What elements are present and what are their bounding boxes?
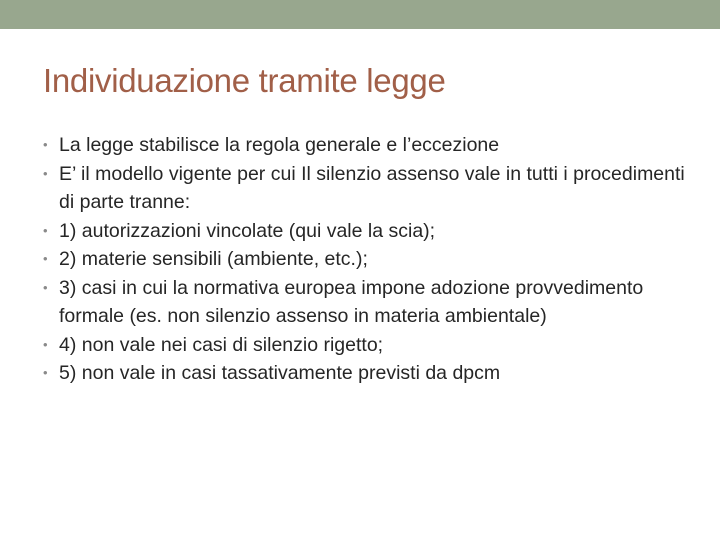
bullet-marker: • bbox=[43, 279, 48, 295]
bullet-text: E’ il modello vigente per cui Il silenzio assenso vale in tutti i procedimenti di parte tranne: bbox=[59, 162, 685, 213]
bullet-item bbox=[43, 217, 693, 246]
top-color-band bbox=[0, 0, 720, 29]
bullet-text: 3) casi in cui la normativa europea impone adozione provvedimento formale (es. non silenzio assenso in materia ambientale) bbox=[59, 276, 644, 327]
bullet-item bbox=[43, 359, 693, 388]
bullet-marker: • bbox=[43, 137, 48, 152]
bullet-text: La legge stabilisce la regola generale e l’eccezione bbox=[59, 134, 500, 156]
bullet-text: 1) autorizzazioni vincolate (qui vale la scia); bbox=[59, 219, 436, 242]
bullet-marker: • bbox=[43, 165, 48, 181]
bullet-item bbox=[43, 274, 693, 331]
bullet-item bbox=[43, 245, 693, 274]
bullet-text: 2) materie sensibili (ambiente, etc.); bbox=[59, 248, 368, 270]
bullet-marker: • bbox=[43, 336, 48, 352]
bullet-item bbox=[43, 331, 693, 360]
bullet-text: 5) non vale in casi tassativamente previsti da dpcm bbox=[59, 362, 501, 384]
bullet-marker: • bbox=[43, 222, 48, 238]
bullet-marker: • bbox=[43, 365, 48, 380]
bullet-text: 4) non vale nei casi di silenzio rigetto; bbox=[59, 333, 384, 356]
bullet-list bbox=[43, 131, 693, 388]
bullet-item bbox=[43, 160, 693, 217]
slide-title: Individuazione tramite legge bbox=[43, 62, 446, 99]
bullet-item bbox=[43, 131, 693, 160]
bullet-marker: • bbox=[43, 251, 48, 266]
